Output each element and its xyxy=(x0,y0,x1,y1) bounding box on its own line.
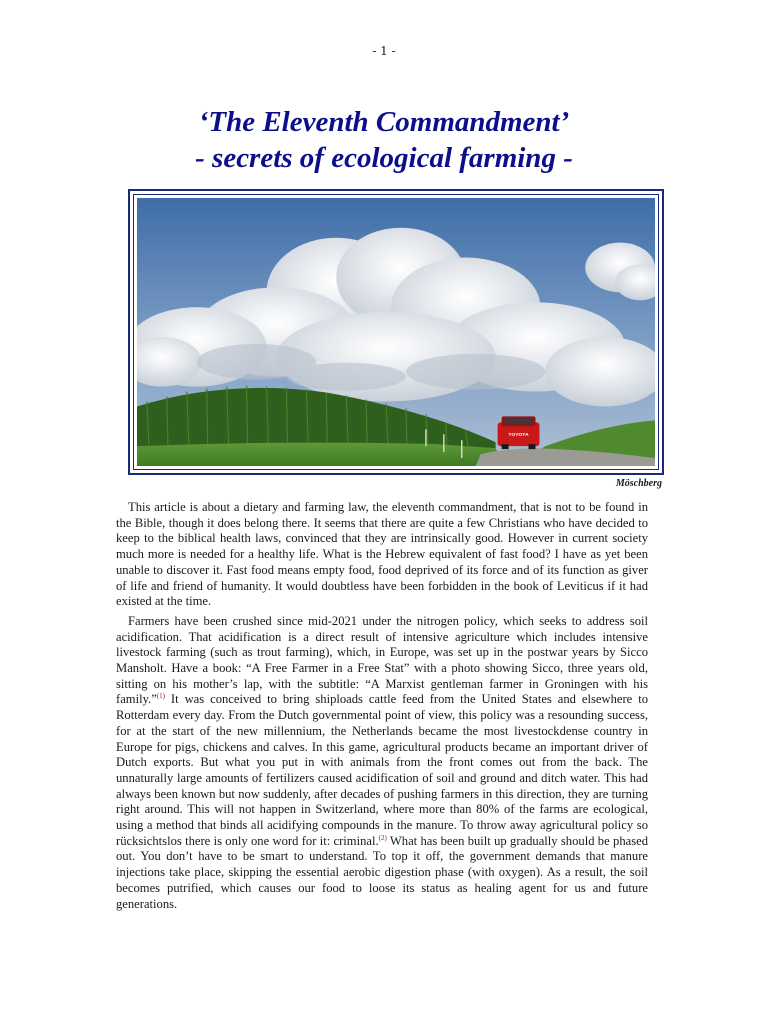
photo-frame xyxy=(128,189,664,475)
title-line-1: ‘The Eleventh Commandment’ xyxy=(198,106,570,138)
paragraph-text: Farmers have been crushed since mid-2021 under the nitrogen policy, which seeks to address soil acidification. That acidification is a direct result of intensive agriculture which includes intensive livestock farming (such as trout farming), which, in Europe, was set up in the postwar years by Sicco Mansholt. Have a book: “A Free Farmer in a Free Stat” with a photo showing Sicco, three years old, sitting on his mother’s lap, with the subtitle: “A Marxist gentleman farmer in Groningen with his family.” xyxy=(116,613,648,707)
truck-logo: TOYOTA xyxy=(508,433,529,439)
paragraph: This article is about a dietary and farming law, the eleventh commandment, that is not to be found in the Bible, though it does belong there. It seems that there are quite a few Christians who have decided to keep to the biblical health laws, convinced that they are intrinsically good. However in current society much more is needed for a healthy life. What is the Hebrew equivalent of fast food? I have as yet been unable to discover it. Fast food means empty food, food deprived of its force and of its function as giver of life and friend of humanity. It would doubtless have been forbidden in the book of Leviticus if it had existed at the time. xyxy=(116,500,648,609)
photo-credit: Möschberg xyxy=(615,478,662,489)
footnote-ref[interactable]: (2) xyxy=(378,833,387,842)
page-number: - 1 - xyxy=(372,44,396,58)
paragraph xyxy=(116,614,648,912)
title-line-2: - secrets of ecological farming - xyxy=(195,142,573,174)
page-title xyxy=(0,104,768,176)
paragraph-text: It was conceived to bring shiploads cattle feed from the United States and elsewhere to Rotterdam every day. From the Dutch governmental point of view, this policy was a resounding success, for at the start of the new millennium, the Netherlands became the most livestockdense country in Europe for pigs, chickens and calves. In this game, agricultural products became an important driver of Dutch exports. But what you put in with animals from the front comes out from the back. The unnaturally large amounts of fertilizers caused acidification of soil and ground and ditch water. This had always been known but now suddenly, after decades of pushing farmers in this direction, they are turning right around. This will not happen in Switzerland, where more than 80% of the farms are ecological, using a method that binds all acidifying compounds in the manure. To throw away agricultural policy so rücksichtslos there is only one word for it: criminal. xyxy=(116,692,648,848)
article-body xyxy=(116,500,648,916)
red-truck xyxy=(498,416,540,449)
photo xyxy=(133,194,659,470)
footnote-ref[interactable]: (1) xyxy=(156,692,165,701)
cornfield-road-photo xyxy=(137,198,655,466)
paragraph-text: What has been built up gradually should be phased out. You don’t have to be smart to understand. To top it off, the government demands that manure injections take place, skipping the essential aerobic digestion phase (with oxygen). As a result, the soil becomes putrified, which causes our food to loose its status as healing agent for us and future generations. xyxy=(116,833,648,911)
